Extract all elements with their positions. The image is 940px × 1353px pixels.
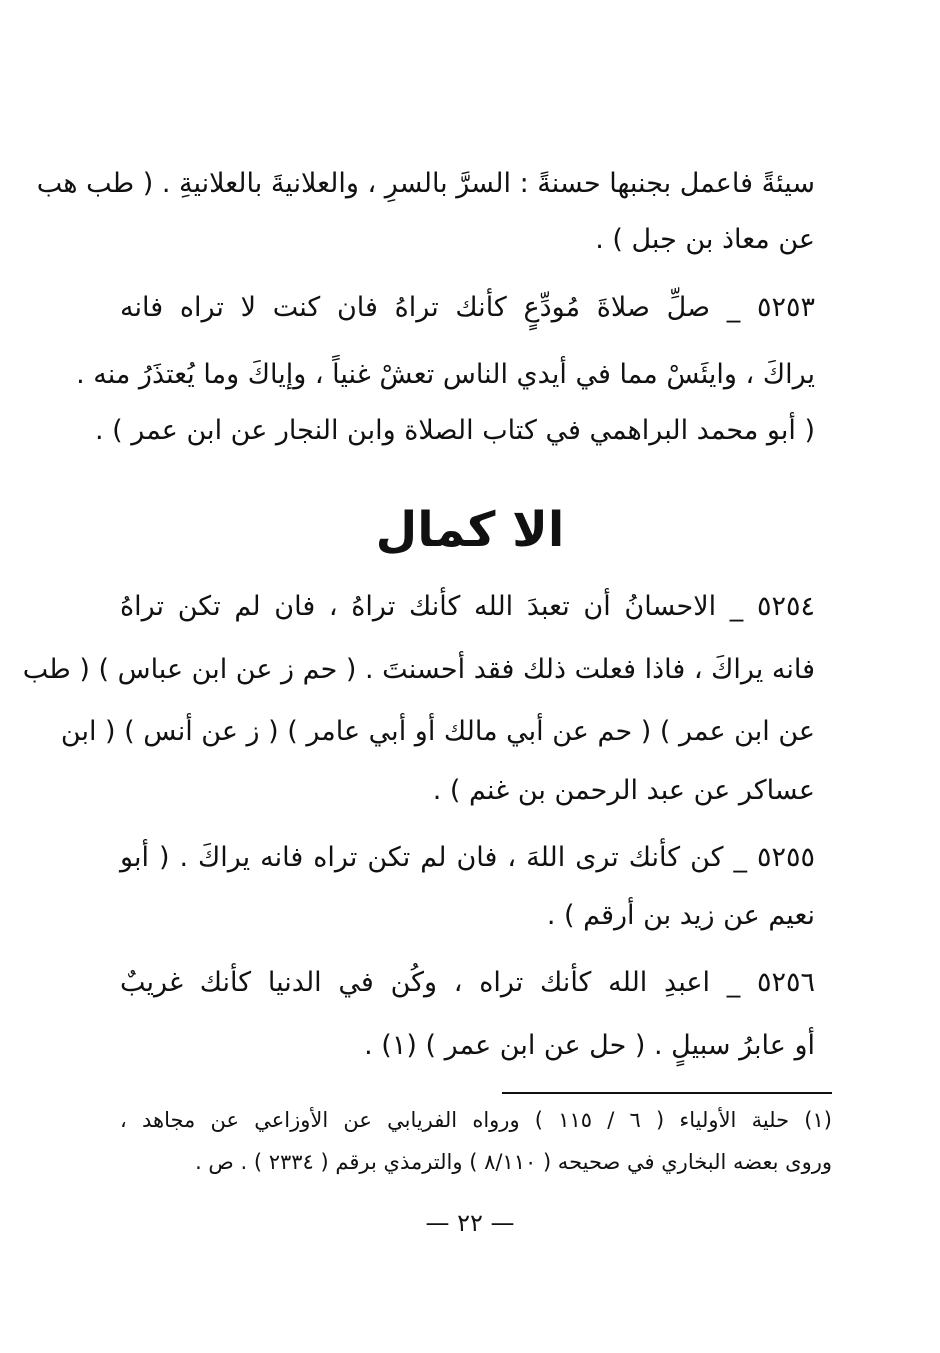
text-line: عن ابن عمر ) ( حم عن أبي مالك أو أبي عامر ) ( ز عن أنس ) ( ابن (60, 716, 815, 747)
text-line: عن معاذ بن جبل ) . (595, 224, 815, 255)
hadith-5255-line: ٥٢٥٥ _ كن كأنك ترى اللهَ ، فان لم تكن تراه فانه يراكَ . ( أبو (120, 842, 815, 873)
section-heading: الا كمال (375, 502, 565, 558)
text-line: أو عابرُ سبيلٍ . ( حل عن ابن عمر ) (١) . (364, 1030, 815, 1061)
footnote-line: وروى بعضه البخاري في صحيحه ( ٨/١١٠ ) والترمذي برقم ( ٢٣٣٤ ) . ص . (195, 1150, 832, 1174)
page-number: — ٢٢ — (425, 1209, 515, 1237)
footnote-divider (502, 1092, 832, 1094)
footnote-line: (١) حلية الأولياء ( ٦ / ١١٥ ) ورواه الفريابي عن الأوزاعي عن مجاهد ، (120, 1108, 832, 1132)
text-line: ( أبو محمد البراهمي في كتاب الصلاة وابن النجار عن ابن عمر ) . (95, 415, 815, 446)
hadith-5256-line: ٥٢٥٦ _ اعبدِ الله كأنك تراه ، وكُن في الدنيا كأنك غريبٌ (120, 967, 815, 998)
text-line: يراكَ ، وايئَسْ مما في أيدي الناس تعشْ غنياً ، وإياكَ وما يُعتذَرُ منه . (76, 359, 815, 390)
text-line: سيئةً فاعمل بجنبها حسنةً : السرَّ بالسرِ ، والعلانيةَ بالعلانيةِ . ( طب هب (36, 168, 815, 199)
text-line: عساكر عن عبد الرحمن بن غنم ) . (432, 775, 815, 806)
text-line: نعيم عن زيد بن أرقم ) . (546, 900, 815, 931)
hadith-5253-line: ٥٢٥٣ _ صلِّ صلاةَ مُودِّعٍ كأنك تراهُ فان كنت لا تراه فانه (120, 292, 815, 323)
hadith-5254-line: ٥٢٥٤ _ الاحسانُ أن تعبدَ الله كأنك تراهُ ، فان لم تكن تراهُ (120, 591, 815, 622)
text-line: فانه يراكَ ، فاذا فعلت ذلك فقد أحسنتَ . ( حم ز عن ابن عباس ) ( طب (22, 654, 815, 685)
